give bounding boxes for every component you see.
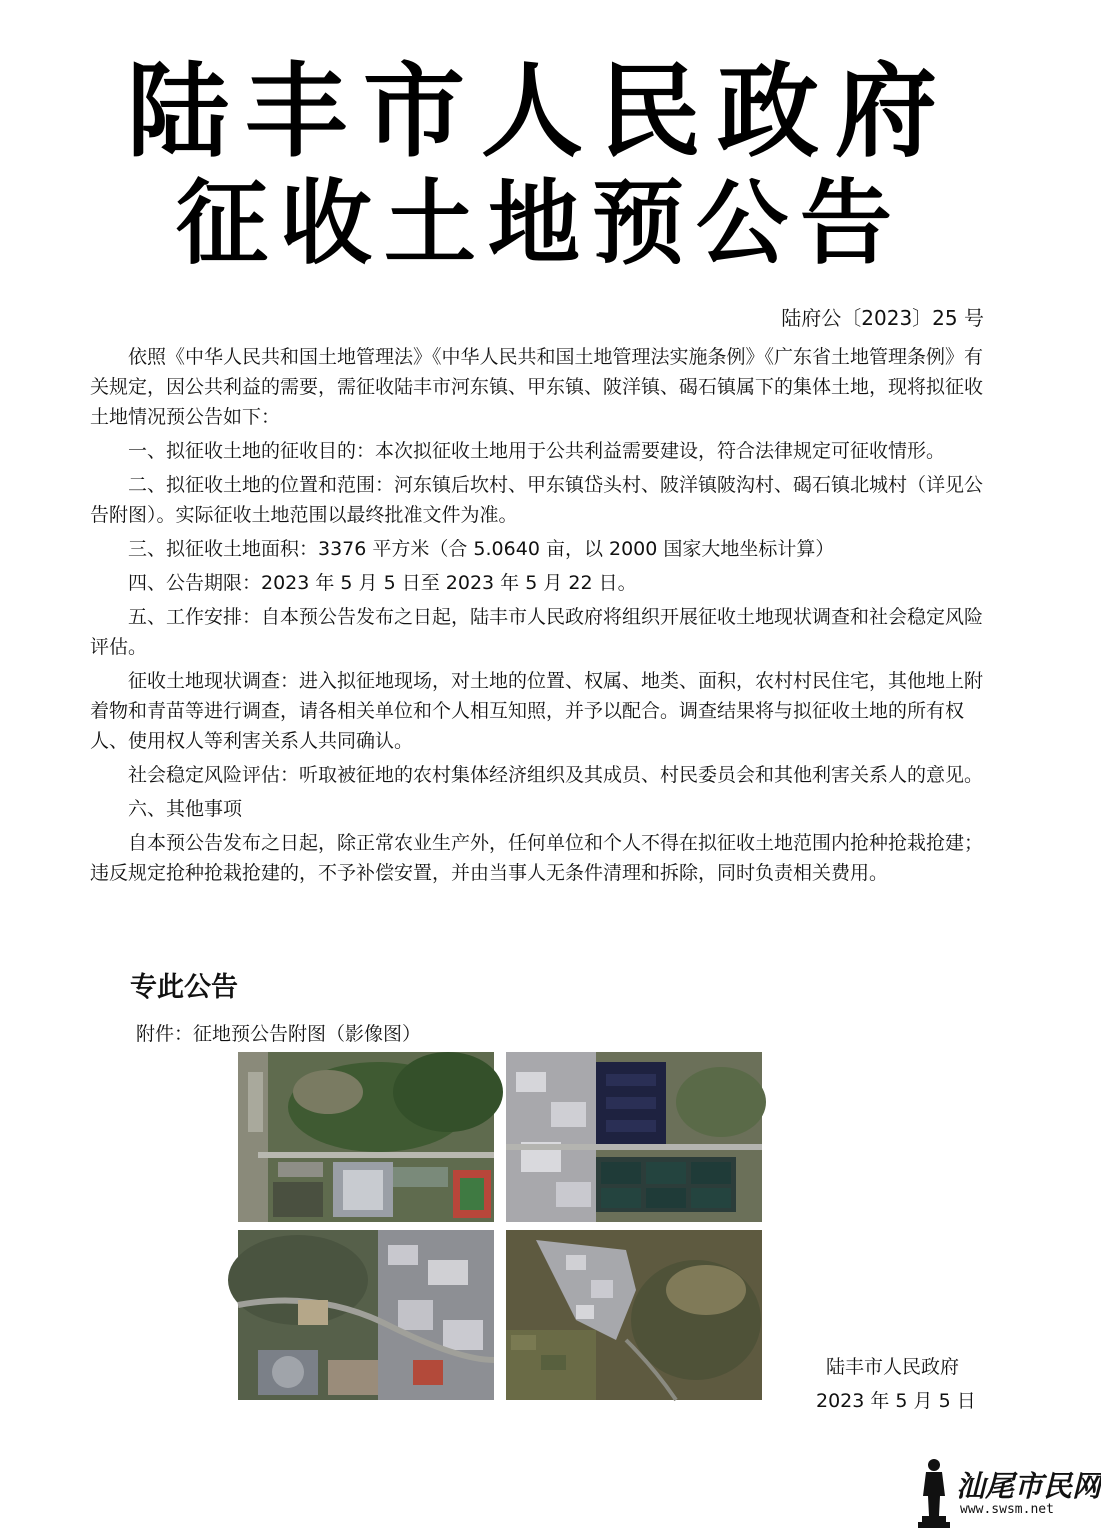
issue-date: 2023 年 5 月 5 日 — [816, 1390, 976, 1412]
title-line-1: 陆丰市人民政府 — [127, 52, 953, 172]
satellite-map-1 — [238, 1052, 494, 1222]
satellite-map-4 — [506, 1230, 762, 1400]
paragraph-risk: 社会稳定风险评估：听取被征地的农村集体经济组织及其成员、村民委员会和其他利害关系人的意见。 — [128, 764, 984, 786]
title-line-2: 征收土地预公告 — [175, 169, 904, 277]
issuer-name: 陆丰市人民政府 — [826, 1356, 960, 1378]
paragraph-intro: 依照《中华人民共和国土地管理法》《中华人民共和国土地管理法实施条例》《广东省土地管理条例》有关规定，因公共利益的需要，需征收陆丰市河东镇、甲东镇、陂洋镇、碣石镇属下的集体土地，现将拟征收土地情况预公告如下： — [90, 346, 984, 428]
paragraph-location: 二、拟征收土地的位置和范围：河东镇后坎村、甲东镇岱头村、陂洋镇陂沟村、碣石镇北城村（详见公告附图）。实际征收土地范围以最终批准文件为准。 — [90, 474, 984, 526]
satellite-map-2 — [506, 1052, 762, 1222]
document-number: 陆府公〔2023〕25 号 — [781, 306, 984, 330]
paragraph-other: 自本预公告发布之日起，除正常农业生产外，任何单位和个人不得在拟征收土地范围内抢种抢栽抢建；违反规定抢种抢栽抢建的，不予补偿安置，并由当事人无条件清理和拆除，同时负责相关费用。 — [90, 832, 984, 884]
watermark-url: www.swsm.net — [960, 1502, 1054, 1517]
paragraph-arrangement: 五、工作安排：自本预公告发布之日起，陆丰市人民政府将组织开展征收土地现状调查和社会稳定风险评估。 — [90, 606, 984, 658]
paragraph-period: 四、公告期限：2023 年 5 月 5 日至 2023 年 5 月 22 日。 — [128, 572, 637, 594]
paragraph-area: 三、拟征收土地面积：3376 平方米（合 5.0640 亩，以 2000 国家大地坐标计算） — [128, 538, 835, 560]
watermark-brand: 汕尾市民网 — [956, 1469, 1101, 1503]
paragraph-other-heading: 六、其他事项 — [128, 798, 243, 820]
closing-statement: 专此公告 — [130, 972, 238, 1003]
satellite-map-3 — [238, 1230, 494, 1400]
paragraph-purpose: 一、拟征收土地的征收目的：本次拟征收土地用于公共利益需要建设，符合法律规定可征收情形。 — [128, 440, 946, 462]
attachment-caption: 附件：征地预公告附图（影像图） — [136, 1023, 422, 1045]
statue-silhouette-icon — [914, 1456, 954, 1528]
paragraph-survey: 征收土地现状调查：进入拟征地现场，对土地的位置、权属、地类、面积，农村村民住宅，其他地上附着物和青苗等进行调查，请各相关单位和个人相互知照，并予以配合。调查结果将与拟征收土地的所有权人、使用权人等利害关系人共同确认。 — [90, 670, 984, 752]
announcement-body — [90, 342, 990, 892]
map-image-grid — [238, 1052, 766, 1402]
site-watermark — [914, 1456, 1101, 1528]
